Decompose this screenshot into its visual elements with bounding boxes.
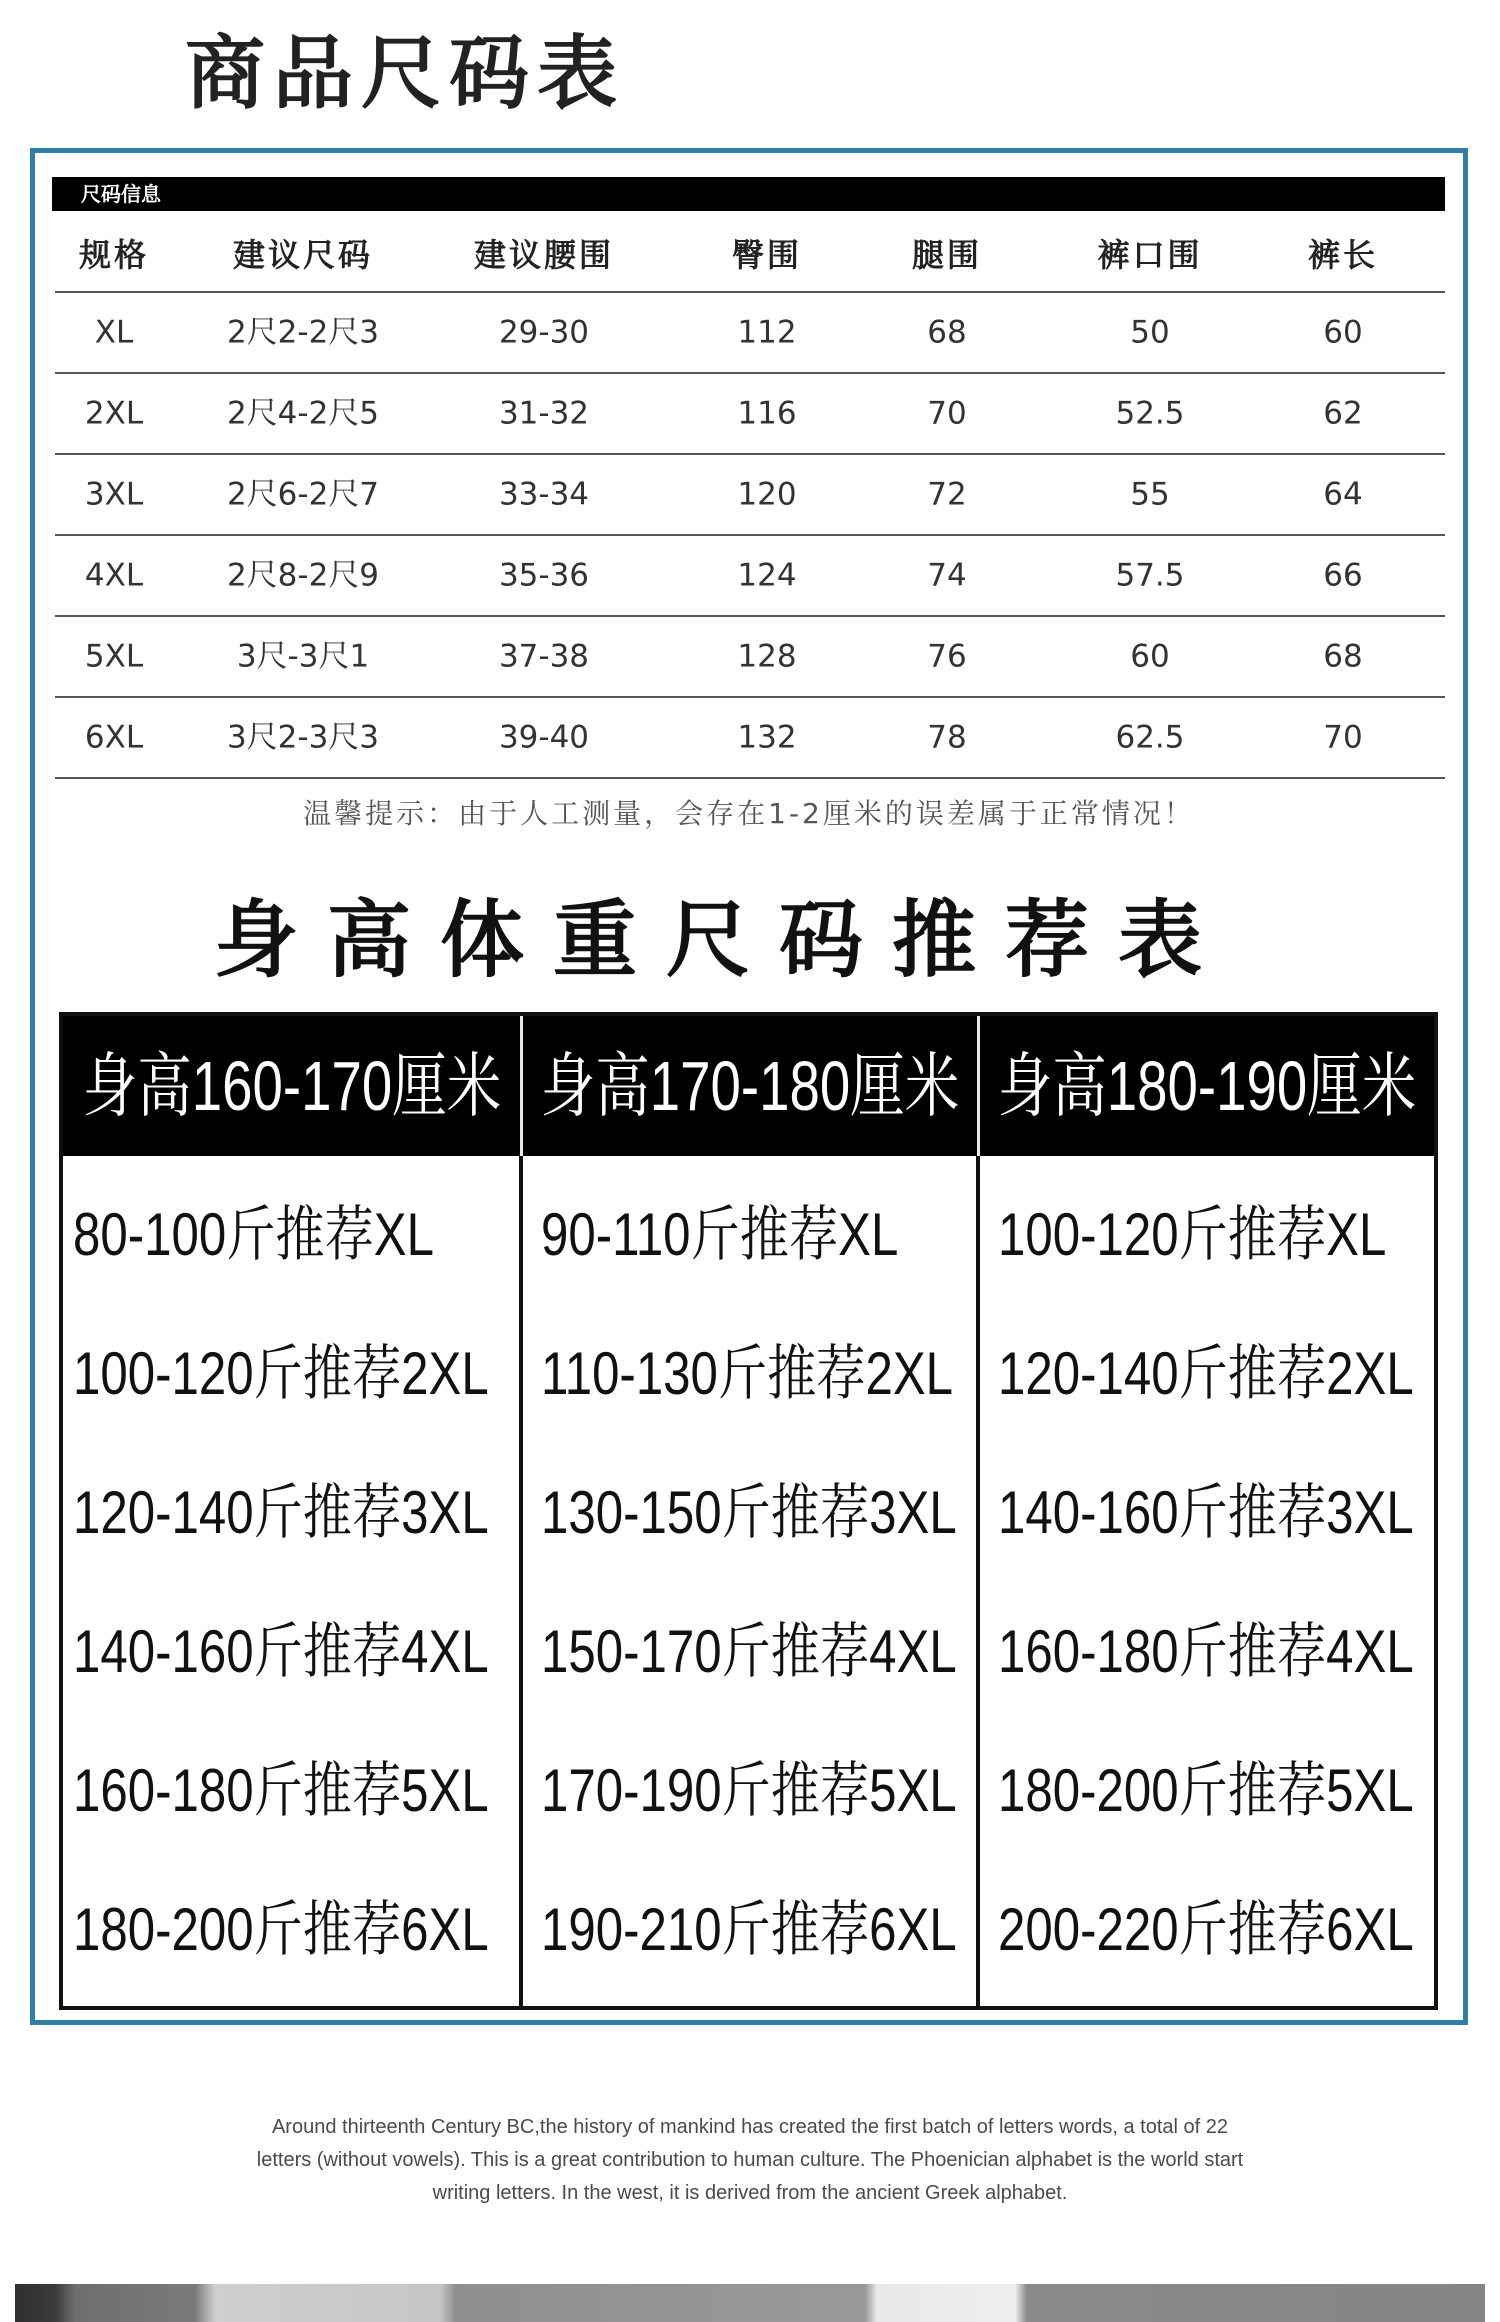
rec-cell-text: 140-160斤推荐3XL bbox=[998, 1478, 1414, 1546]
cell-length: 68 bbox=[1323, 638, 1363, 674]
cell-hip: 124 bbox=[737, 557, 797, 593]
rec-column bbox=[523, 1156, 980, 2006]
footer-text-line: Around thirteenth Century BC,the history of mankind has created the first batch of letters words, a total of 22 bbox=[271, 2116, 1229, 2138]
rec-cell bbox=[980, 1859, 1434, 1998]
rec-cell-text: 200-220斤推荐6XL bbox=[998, 1895, 1414, 1963]
rec-cell bbox=[523, 1303, 976, 1442]
rec-cell-text: 100-120斤推荐2XL bbox=[73, 1339, 489, 1407]
cell-spec: 5XL bbox=[84, 638, 144, 674]
rec-cell bbox=[63, 1581, 519, 1720]
rec-cell bbox=[523, 1581, 976, 1720]
cell-leg-opening: 62.5 bbox=[1115, 719, 1185, 755]
cell-suggested-size: 3尺2-3尺3 bbox=[226, 719, 380, 755]
rec-cell-text: 180-200斤推荐6XL bbox=[73, 1895, 489, 1963]
product-photo-strip bbox=[15, 2284, 1485, 2322]
cell-thigh: 72 bbox=[927, 476, 967, 512]
cell-suggested-waist: 33-34 bbox=[498, 476, 590, 512]
rec-cell bbox=[63, 1720, 519, 1859]
cell-thigh: 70 bbox=[927, 395, 967, 431]
size-row bbox=[55, 453, 1445, 534]
rec-cell bbox=[63, 1303, 519, 1442]
rec-header-label: 身高160-170厘米 bbox=[82, 1047, 501, 1125]
size-row bbox=[55, 615, 1445, 696]
cell-suggested-waist: 31-32 bbox=[498, 395, 590, 431]
col-header-suggested-size: 建议尺码 bbox=[232, 236, 374, 274]
rec-cell bbox=[523, 1164, 976, 1303]
cell-spec: 6XL bbox=[84, 719, 144, 755]
cell-suggested-size: 2尺2-2尺3 bbox=[226, 314, 380, 350]
rec-header-cell bbox=[523, 1016, 980, 1156]
rec-cell-text: 120-140斤推荐2XL bbox=[998, 1339, 1414, 1407]
rec-cell bbox=[63, 1442, 519, 1581]
col-header-suggested-waist: 建议腰围 bbox=[473, 236, 615, 274]
cell-length: 70 bbox=[1323, 719, 1363, 755]
rec-cell-text: 110-130斤推荐2XL bbox=[541, 1339, 954, 1407]
recommend-table-header bbox=[63, 1016, 1434, 1156]
rec-cell-text: 80-100斤推荐XL bbox=[73, 1200, 434, 1268]
cell-length: 62 bbox=[1323, 395, 1363, 431]
size-row bbox=[55, 696, 1445, 779]
rec-cell-text: 190-210斤推荐6XL bbox=[541, 1895, 957, 1963]
cell-hip: 112 bbox=[737, 314, 797, 350]
footer-text-line: letters (without vowels). This is a great contribution to human culture. The Phoenician alphabet is the world start bbox=[256, 2149, 1244, 2171]
rec-cell bbox=[980, 1442, 1434, 1581]
cell-length: 64 bbox=[1323, 476, 1363, 512]
rec-cell-text: 170-190斤推荐5XL bbox=[541, 1756, 957, 1824]
rec-column bbox=[63, 1156, 523, 2006]
size-table bbox=[55, 211, 1445, 779]
cell-spec: 3XL bbox=[84, 476, 144, 512]
col-header-hip: 臀围 bbox=[731, 236, 803, 274]
size-info-label: 尺码信息 bbox=[81, 182, 161, 206]
cell-leg-opening: 60 bbox=[1130, 638, 1170, 674]
rec-header-label: 身高180-190厘米 bbox=[997, 1047, 1417, 1125]
rec-header-cell bbox=[980, 1016, 1434, 1156]
rec-cell bbox=[63, 1859, 519, 1998]
cell-spec: 4XL bbox=[84, 557, 144, 593]
rec-cell bbox=[523, 1442, 976, 1581]
rec-cell-text: 140-160斤推荐4XL bbox=[73, 1617, 489, 1685]
cell-suggested-size: 2尺4-2尺5 bbox=[226, 395, 380, 431]
rec-cell-text: 160-180斤推荐4XL bbox=[998, 1617, 1414, 1685]
rec-cell-text: 130-150斤推荐3XL bbox=[541, 1478, 957, 1546]
cell-hip: 128 bbox=[737, 638, 797, 674]
cell-thigh: 78 bbox=[927, 719, 967, 755]
cell-suggested-waist: 29-30 bbox=[498, 314, 590, 350]
rec-header-label: 身高170-180厘米 bbox=[540, 1047, 960, 1125]
measurement-note: 温馨提示：由于人工测量，会存在1-2厘米的误差属于正常情况！ bbox=[303, 797, 1195, 830]
cell-suggested-size: 3尺-3尺1 bbox=[236, 638, 370, 674]
rec-cell bbox=[63, 1164, 519, 1303]
footer-text-line: writing letters. In the west, it is derived from the ancient Greek alphabet. bbox=[432, 2182, 1068, 2204]
rec-cell bbox=[980, 1164, 1434, 1303]
cell-thigh: 76 bbox=[927, 638, 967, 674]
rec-cell bbox=[523, 1720, 976, 1859]
rec-cell-text: 160-180斤推荐5XL bbox=[73, 1756, 489, 1824]
cell-suggested-waist: 39-40 bbox=[498, 719, 590, 755]
cell-hip: 116 bbox=[737, 395, 797, 431]
cell-hip: 120 bbox=[737, 476, 797, 512]
cell-leg-opening: 50 bbox=[1130, 314, 1170, 350]
rec-cell bbox=[523, 1859, 976, 1998]
size-row bbox=[55, 534, 1445, 615]
footer-paragraph bbox=[0, 2111, 1500, 2210]
col-header-thigh: 腿围 bbox=[911, 236, 983, 274]
cell-thigh: 74 bbox=[927, 557, 967, 593]
rec-cell-text: 90-110斤推荐XL bbox=[541, 1200, 899, 1268]
cell-leg-opening: 55 bbox=[1130, 476, 1170, 512]
cell-length: 60 bbox=[1323, 314, 1363, 350]
cell-suggested-size: 2尺6-2尺7 bbox=[226, 476, 380, 512]
rec-column bbox=[980, 1156, 1434, 2006]
recommend-table-title: 身高体重尺码推荐表 bbox=[214, 891, 1232, 989]
cell-suggested-size: 2尺8-2尺9 bbox=[226, 557, 380, 593]
rec-cell bbox=[980, 1720, 1434, 1859]
rec-cell-text: 150-170斤推荐4XL bbox=[541, 1617, 957, 1685]
col-header-leg-opening: 裤口围 bbox=[1097, 236, 1203, 274]
cell-length: 66 bbox=[1323, 557, 1363, 593]
size-row bbox=[55, 372, 1445, 453]
cell-suggested-waist: 35-36 bbox=[498, 557, 590, 593]
size-table-header-row bbox=[55, 211, 1445, 291]
size-info-bar bbox=[52, 177, 1445, 211]
rec-cell-text: 120-140斤推荐3XL bbox=[73, 1478, 489, 1546]
recommend-table-body bbox=[63, 1156, 1434, 2006]
recommend-table bbox=[59, 1012, 1438, 2010]
size-row bbox=[55, 291, 1445, 372]
cell-spec: XL bbox=[94, 314, 134, 350]
rec-header-cell bbox=[63, 1016, 523, 1156]
cell-leg-opening: 57.5 bbox=[1115, 557, 1185, 593]
cell-spec: 2XL bbox=[84, 395, 144, 431]
cell-leg-opening: 52.5 bbox=[1115, 395, 1185, 431]
cell-hip: 132 bbox=[737, 719, 797, 755]
cell-suggested-waist: 37-38 bbox=[498, 638, 590, 674]
rec-cell-text: 100-120斤推荐XL bbox=[998, 1200, 1387, 1268]
rec-cell bbox=[980, 1581, 1434, 1720]
cell-thigh: 68 bbox=[927, 314, 967, 350]
col-header-length: 裤长 bbox=[1307, 236, 1379, 274]
col-header-spec: 规格 bbox=[78, 236, 150, 274]
rec-cell bbox=[980, 1303, 1434, 1442]
rec-cell-text: 180-200斤推荐5XL bbox=[998, 1756, 1414, 1824]
page-title: 商品尺码表 bbox=[185, 27, 625, 120]
